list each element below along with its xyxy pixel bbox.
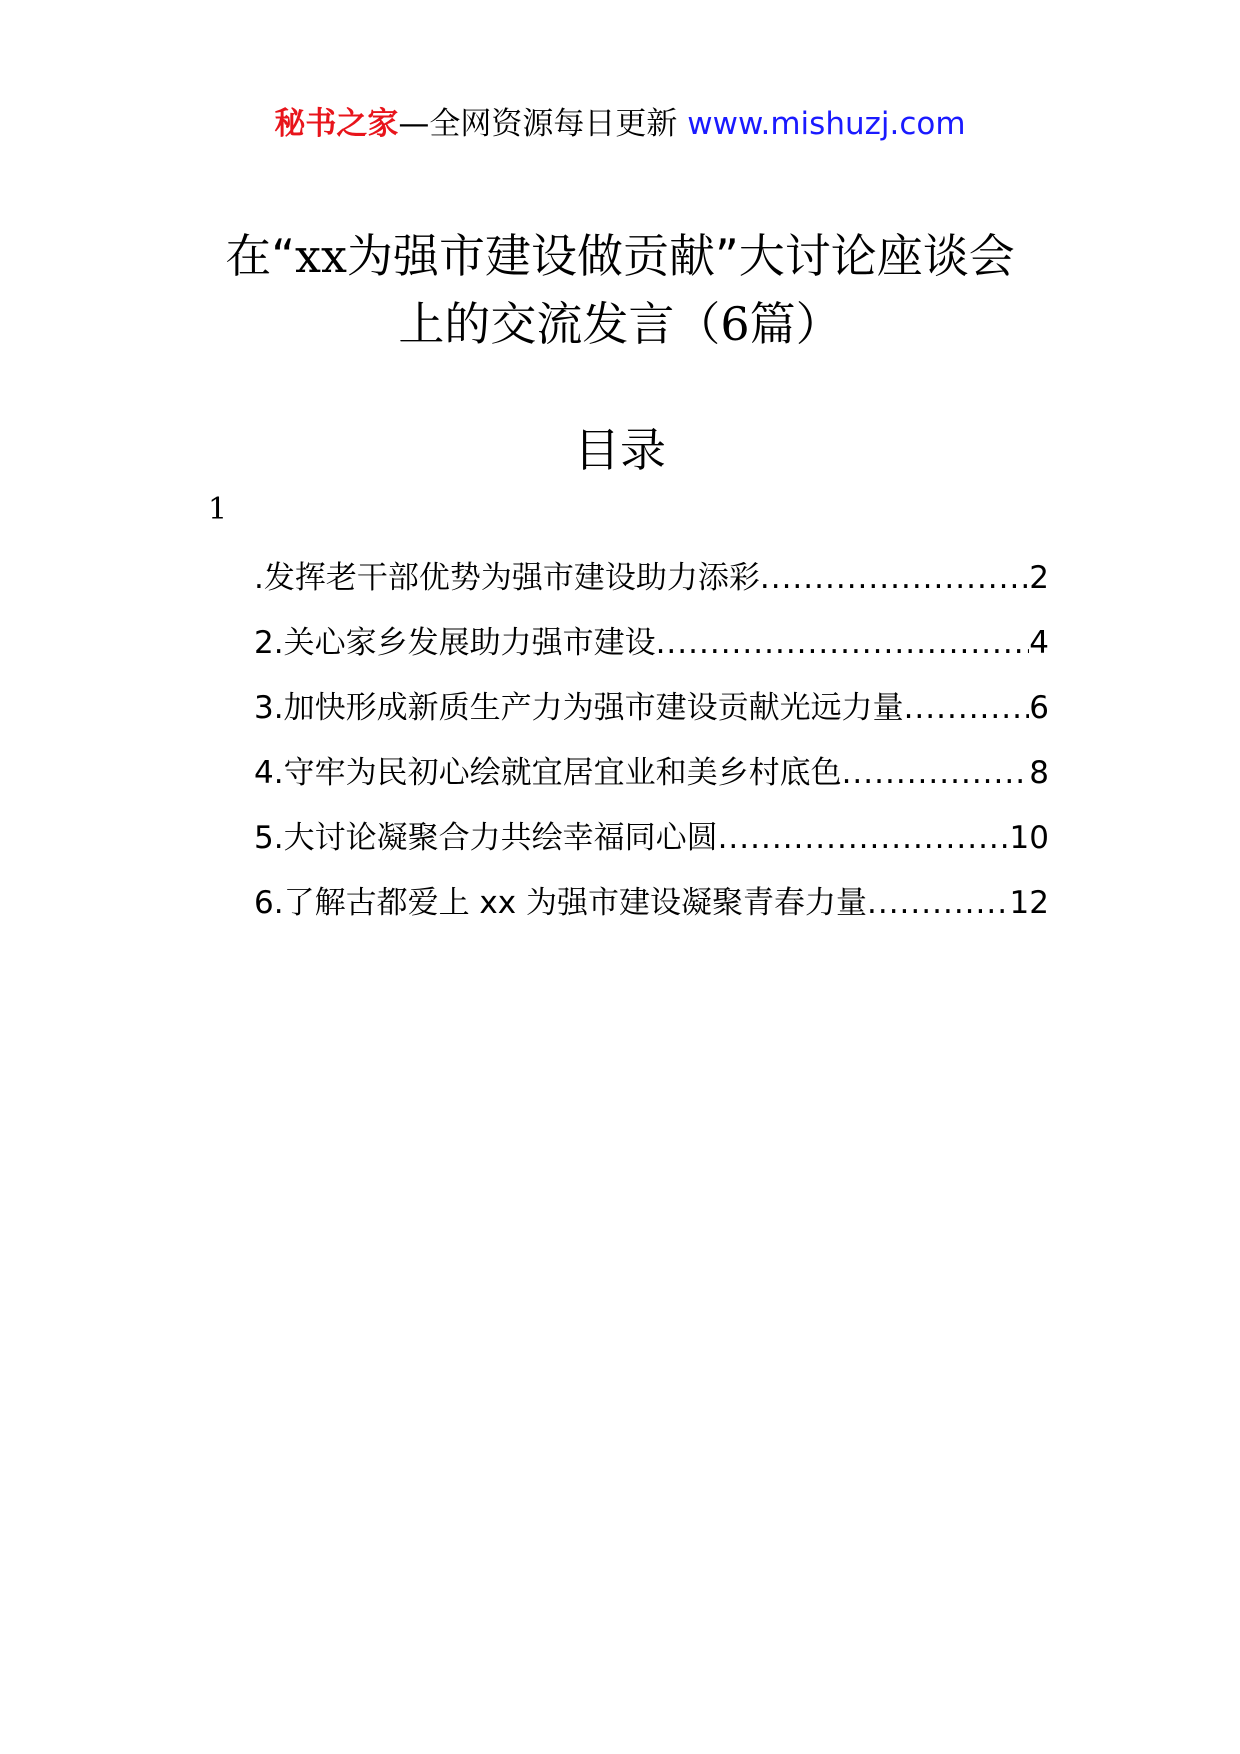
toc-entry-4[interactable] — [254, 751, 1049, 816]
site-brand: 秘书之家 — [274, 106, 399, 142]
toc-entry-title: 5.大讨论凝聚合力共绘幸福同心圆 — [254, 820, 718, 856]
site-tagline: —全网资源每日更新 — [398, 106, 678, 142]
title-line-2 — [0, 290, 1240, 358]
site-header — [0, 100, 1240, 148]
toc-leader — [904, 686, 1030, 730]
table-of-contents — [254, 556, 1049, 946]
title-line-1 — [0, 222, 1240, 290]
toc-page-number: 8 — [1029, 755, 1049, 791]
toc-entry-title: 6.了解古都爱上 xx 为强市建设凝聚青春力量 — [254, 885, 867, 921]
site-url-link[interactable]: www.mishuzj.com — [687, 106, 966, 142]
toc-entry-title: 3.加快形成新质生产力为强市建设贡献光远力量 — [254, 690, 904, 726]
toc-page-number: 6 — [1029, 690, 1049, 726]
toc-leader — [842, 751, 1030, 795]
toc-page-number: 4 — [1029, 625, 1049, 661]
toc-entry-title: .发挥老干部优势为强市建设助力添彩 — [254, 560, 760, 596]
document-title — [0, 222, 1240, 358]
toc-leader — [760, 556, 1029, 600]
toc-leader — [867, 881, 1010, 925]
toc-page-number: 12 — [1009, 885, 1049, 921]
toc-entry-2[interactable] — [254, 621, 1049, 686]
title-count: 6 — [720, 297, 750, 351]
title-text: 在“ — [225, 229, 296, 283]
toc-page-number: 2 — [1029, 560, 1049, 596]
toc-entry-title: 2.关心家乡发展助力强市建设 — [254, 625, 656, 661]
title-placeholder: xx — [295, 229, 347, 283]
toc-leader — [718, 816, 1010, 860]
toc-heading: 目录 — [574, 423, 666, 477]
title-text: 篇） — [749, 297, 842, 351]
toc-entry-3[interactable] — [254, 686, 1049, 751]
title-text: 为强市建设做贡献”大讨论座谈会 — [346, 229, 1015, 283]
toc-entry-6[interactable] — [254, 881, 1049, 946]
toc-page-number: 10 — [1009, 820, 1049, 856]
toc-entry-title: 4.守牢为民初心绘就宜居宜业和美乡村底色 — [254, 755, 842, 791]
toc-leader — [656, 621, 1030, 665]
list-number: 1 — [208, 492, 228, 527]
toc-entry-5[interactable] — [254, 816, 1049, 881]
title-text: 上的交流发言（ — [398, 297, 721, 351]
toc-entry-1[interactable] — [254, 556, 1049, 621]
